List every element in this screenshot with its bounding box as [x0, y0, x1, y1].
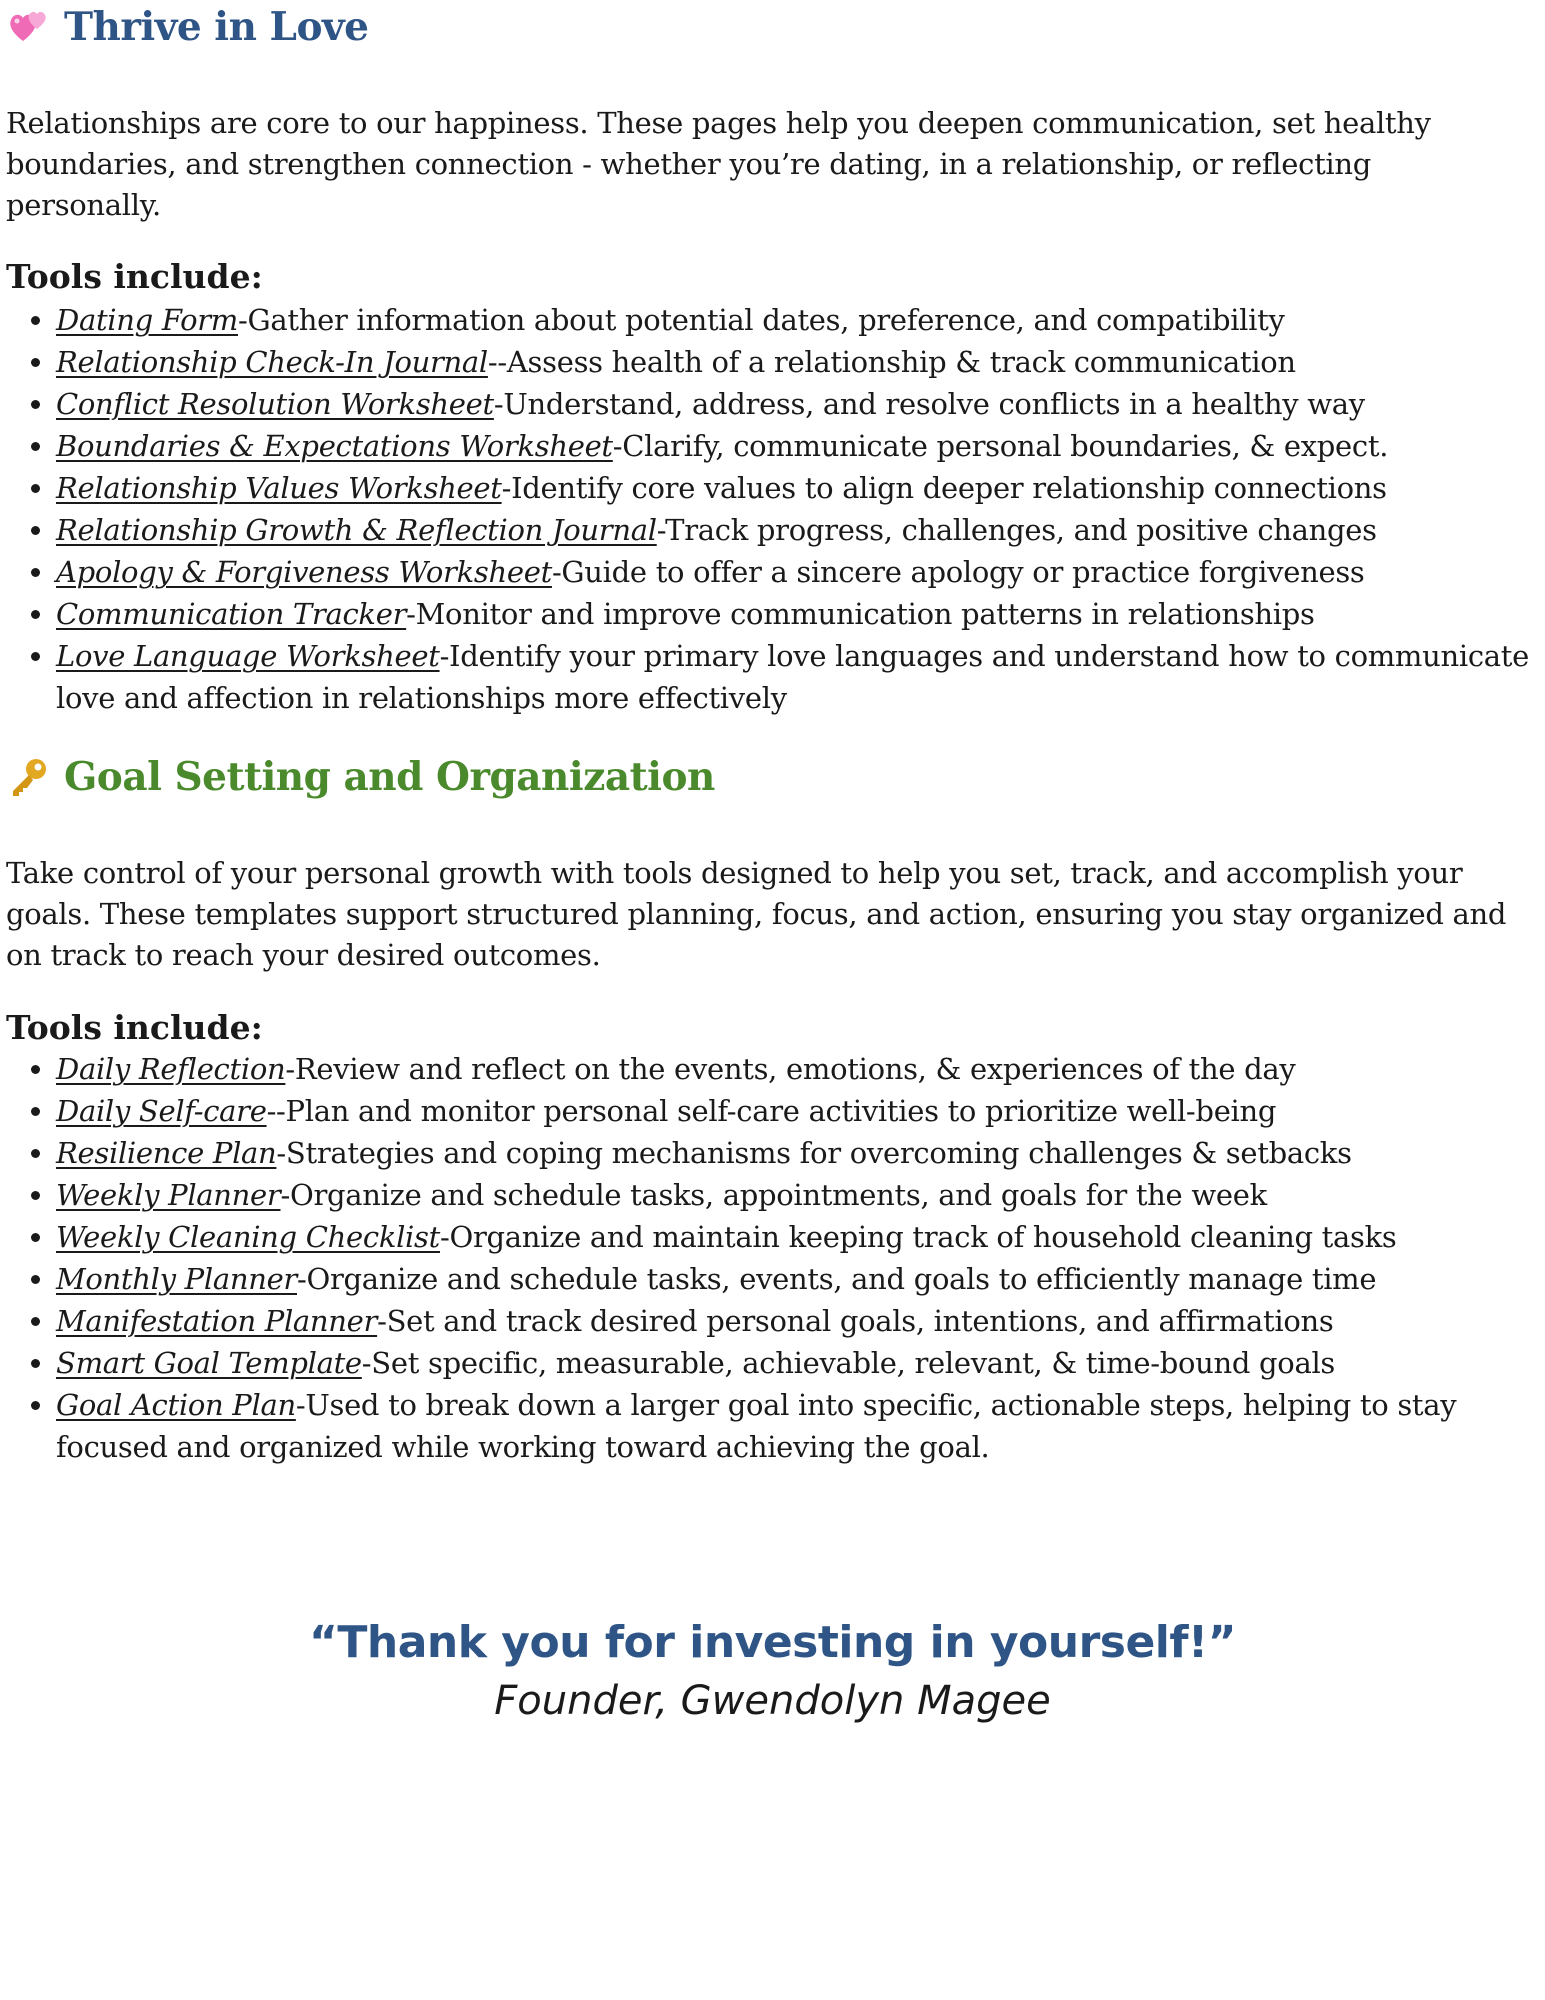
- love-tools-heading: Tools include:: [6, 257, 263, 296]
- love-section-title: [6, 2, 1536, 52]
- goal-tool-description: -Organize and schedule tasks, appointments, and goals for the week: [280, 1178, 1267, 1212]
- love-tool-item: [56, 593, 1536, 635]
- goal-title-text: Goal Setting and Organization: [64, 754, 715, 800]
- love-tools-list: [6, 299, 1536, 719]
- love-tool-link[interactable]: Apology & Forgiveness Worksheet: [56, 555, 552, 589]
- goal-tool-link[interactable]: Monthly Planner: [56, 1262, 297, 1296]
- love-tool-description: -Identify core values to align deeper relationship connections: [501, 471, 1387, 505]
- love-tool-link[interactable]: Communication Tracker: [56, 597, 407, 631]
- love-tool-description: -Monitor and improve communication patterns in relationships: [406, 597, 1315, 631]
- goal-tool-item: [56, 1342, 1536, 1384]
- love-tool-item: [56, 509, 1536, 551]
- love-tool-description: -Clarify, communicate personal boundaries, & expect.: [612, 429, 1389, 463]
- love-tool-item: [56, 299, 1536, 341]
- love-intro: Relationships are core to our happiness. These pages help you deepen communication, set healthy boundaries, and strengthen connection - whether you’re dating, in a relationship, or reflecting personally.: [6, 106, 1431, 222]
- love-tool-item: [56, 467, 1536, 509]
- love-tool-description: -Understand, address, and resolve conflicts in a healthy way: [493, 387, 1365, 421]
- love-title-text: Thrive in Love: [64, 4, 369, 50]
- goal-tool-item: [56, 1174, 1536, 1216]
- goal-tool-description: -Set and track desired personal goals, intentions, and affirmations: [377, 1304, 1334, 1338]
- document-page: [6, 0, 1536, 1468]
- goal-tool-item: [56, 1132, 1536, 1174]
- love-tool-link[interactable]: Relationship Check-In Journal: [56, 345, 488, 379]
- love-tool-description: -Guide to offer a sincere apology or practice forgiveness: [551, 555, 1365, 589]
- founder-attribution: Founder, Gwendolyn Magee: [494, 1678, 1051, 1724]
- love-tool-link[interactable]: Dating Form: [56, 303, 238, 337]
- goal-tool-link[interactable]: Weekly Cleaning Checklist: [56, 1220, 440, 1254]
- love-tool-description: -Identify your primary love languages and understand how to communicate love and affection in relationships more effectively: [56, 639, 1530, 715]
- love-tool-link[interactable]: Conflict Resolution Worksheet: [56, 387, 494, 421]
- goal-tool-item: [56, 1258, 1536, 1300]
- goal-tool-link[interactable]: Goal Action Plan: [56, 1388, 296, 1422]
- love-tool-description: --Assess health of a relationship & track communication: [487, 345, 1296, 379]
- goal-tools-heading: Tools include:: [6, 1008, 263, 1047]
- goal-tool-link[interactable]: Daily Self-care: [56, 1094, 267, 1128]
- goal-intro: Take control of your personal growth with tools designed to help you set, track, and accomplish your goals. These templates support structured planning, focus, and action, ensuring you stay organized and on track to reach your desired outcomes.: [6, 856, 1507, 972]
- love-tool-item: [56, 425, 1536, 467]
- love-tool-description: -Track progress, challenges, and positive changes: [656, 513, 1377, 547]
- goal-tool-description: -Organize and schedule tasks, events, and goals to efficiently manage time: [297, 1262, 1377, 1296]
- goal-tool-item: [56, 1216, 1536, 1258]
- love-tool-link[interactable]: Relationship Values Worksheet: [56, 471, 502, 505]
- closing-quote-block: [0, 1614, 1545, 1730]
- goal-tool-description: -Used to break down a larger goal into specific, actionable steps, helping to stay focused and organized while working toward achieving the goal.: [56, 1388, 1457, 1464]
- goal-tool-description: --Plan and monitor personal self-care activities to prioritize well-being: [266, 1094, 1277, 1128]
- goal-tool-link[interactable]: Manifestation Planner: [56, 1304, 378, 1338]
- two-hearts-icon: [6, 4, 52, 50]
- goal-tool-description: -Set specific, measurable, achievable, relevant, & time-bound goals: [361, 1346, 1336, 1380]
- thank-you-quote: “Thank you for investing in yourself!”: [308, 1617, 1237, 1668]
- love-tool-item: [56, 341, 1536, 383]
- goal-section-title: [6, 752, 1536, 802]
- goal-tool-item: [56, 1384, 1536, 1468]
- goal-tools-list: [6, 1048, 1536, 1468]
- love-tool-link[interactable]: Love Language Worksheet: [56, 639, 440, 673]
- love-tool-link[interactable]: Boundaries & Expectations Worksheet: [56, 429, 613, 463]
- love-tool-item: [56, 551, 1536, 593]
- goal-tool-link[interactable]: Smart Goal Template: [56, 1346, 362, 1380]
- goal-tool-link[interactable]: Weekly Planner: [56, 1178, 281, 1212]
- goal-tool-description: -Organize and maintain keeping track of household cleaning tasks: [439, 1220, 1397, 1254]
- goal-tool-link[interactable]: Daily Reflection: [56, 1052, 286, 1086]
- goal-tool-item: [56, 1090, 1536, 1132]
- love-tool-item: [56, 635, 1536, 719]
- goal-tool-item: [56, 1300, 1536, 1342]
- goal-tool-link[interactable]: Resilience Plan: [56, 1136, 277, 1170]
- love-tool-item: [56, 383, 1536, 425]
- love-tool-link[interactable]: Relationship Growth & Reflection Journal: [56, 513, 657, 547]
- love-tool-description: -Gather information about potential dates, preference, and compatibility: [238, 303, 1285, 337]
- goal-tool-item: [56, 1048, 1536, 1090]
- goal-tool-description: -Strategies and coping mechanisms for overcoming challenges & setbacks: [276, 1136, 1352, 1170]
- goal-tool-description: -Review and reflect on the events, emotions, & experiences of the day: [285, 1052, 1296, 1086]
- key-icon: [6, 754, 52, 800]
